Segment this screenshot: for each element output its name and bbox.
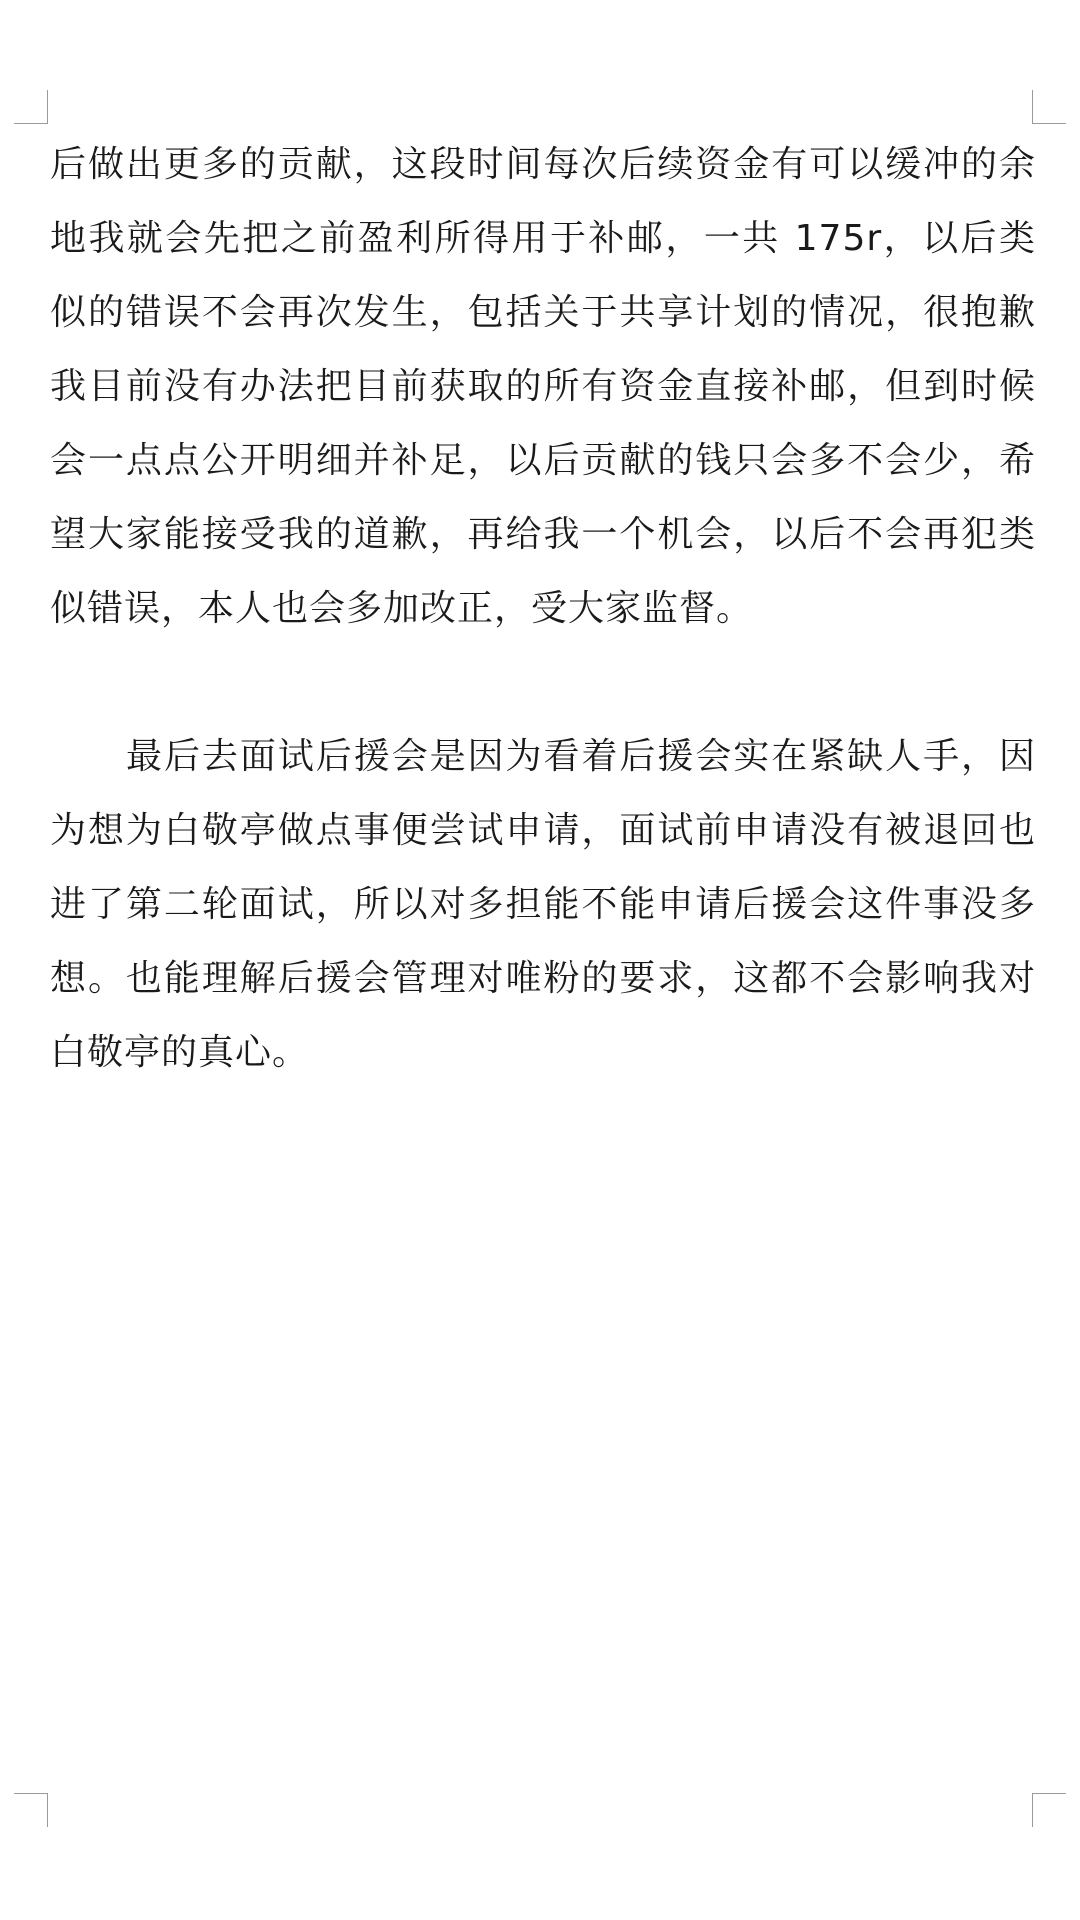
paragraph-support-club: 最后去面试后援会是因为看着后援会实在紧缺人手，因为想为白敬亭做点事便尝试申请，面试前申请没有被退回也进了第二轮面试，所以对多担能不能申请后援会这件事没多想。也能理解后援会管理对唯粉的要求，这都不会影响我对白敬亭的真心。	[50, 736, 1036, 1073]
crop-mark-top-right	[1032, 90, 1066, 124]
paragraph-apology: 后做出更多的贡献，这段时间每次后续资金有可以缓冲的余地我就会先把之前盈利所得用于补邮，一共 175r，以后类似的错误不会再次发生，包括关于共享计划的情况，很抱歉我目前没有办法把目前获取的所有资金直接补邮，但到时候会一点点公开明细并补足，以后贡献的钱只会多不会少，希望大家能接受我的道歉，再给我一个机会，以后不会再犯类似错误，本人也会多加改正，受大家监督。	[50, 144, 1036, 629]
crop-mark-top-left	[14, 90, 48, 124]
crop-mark-bottom-left	[14, 1793, 48, 1827]
document-body	[50, 128, 1036, 1090]
crop-mark-bottom-right	[1032, 1793, 1066, 1827]
